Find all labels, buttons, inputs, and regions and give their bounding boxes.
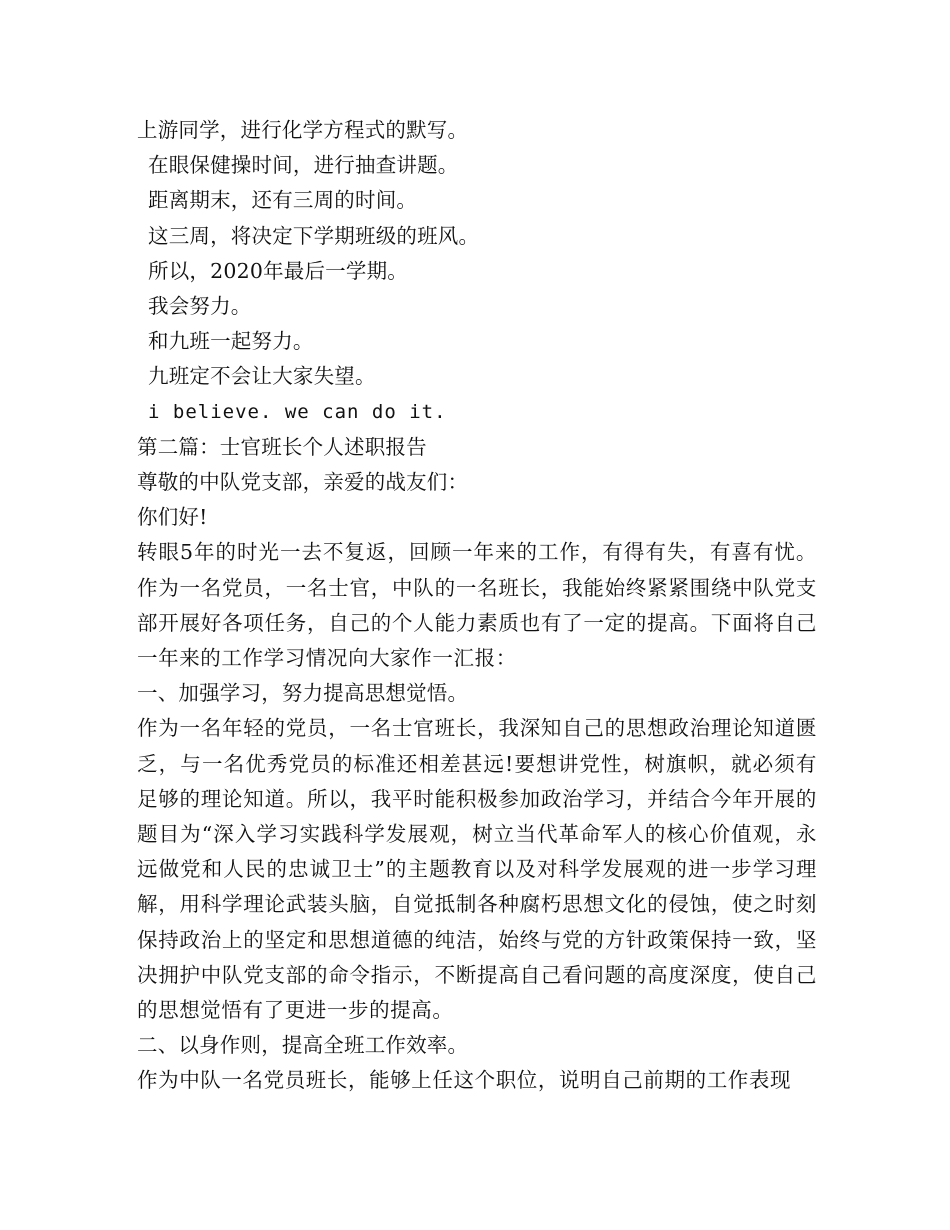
intro-paragraph: 转眼5年的时光一去不复返，回顾一年来的工作，有得有失，有喜有忧。作为一名党员，一名士官，中队的一名班长，我能始终紧紧围绕中队党支部开展好各项任务，自己的个人能力素质也有了一定的提高。下面将自己一年来的工作学习情况向大家作一汇报： xyxy=(137,540,817,671)
text-line: 距离期末，还有三周的时间。 xyxy=(148,188,418,213)
text-line: 九班定不会让大家失望。 xyxy=(148,364,376,389)
text-line: 我会努力。 xyxy=(148,294,252,319)
text-line: 所以，2020年最后一学期。 xyxy=(148,258,408,283)
text-line: 和九班一起努力。 xyxy=(148,329,314,354)
text-line: 这三周，将决定下学期班级的班风。 xyxy=(148,223,480,248)
text-line: 在眼保健操时间，进行抽查讲题。 xyxy=(148,153,459,178)
paragraph-one: 作为一名年轻的党员，一名士官班长，我深知自己的思想政治理论知道匮乏，与一名优秀党员的标准还相差甚远!要想讲党性，树旗帜，就必须有足够的理论知道。所以，我平时能积极参加政治学习，并结合今年开展的题目为“深入学习实践科学发展观，树立当代革命军人的核心价值观，永远做党和人民的忠诚卫士”的主题教育以及对科学发展观的进一步学习理解，用科学理论武装头脑，自觉抵制各种腐朽思想文化的侵蚀，使之时刻保持政治上的坚定和思想道德的纯洁，始终与党的方针政策保持一致，坚决拥护中队党支部的命令指示，不断提高自己看问题的高度深度，使自己的思想觉悟有了更进一步的提高。 xyxy=(137,716,817,1023)
english-text-line: i believe. we can do it. xyxy=(148,400,447,423)
heading-one: 一、加强学习，努力提高思想觉悟。 xyxy=(137,681,469,706)
salutation: 尊敬的中队党支部，亲爱的战友们： xyxy=(137,470,469,495)
section-title: 第二篇：士官班长个人述职报告 xyxy=(137,434,427,459)
document-body xyxy=(137,113,817,1099)
heading-two: 二、以身作则，提高全班工作效率。 xyxy=(137,1033,469,1058)
greeting: 你们好! xyxy=(137,505,208,530)
text-line: 上游同学，进行化学方程式的默写。 xyxy=(137,118,469,142)
paragraph-two: 作为中队一名党员班长，能够上任这个职位，说明自己前期的工作表现 xyxy=(137,1068,792,1093)
